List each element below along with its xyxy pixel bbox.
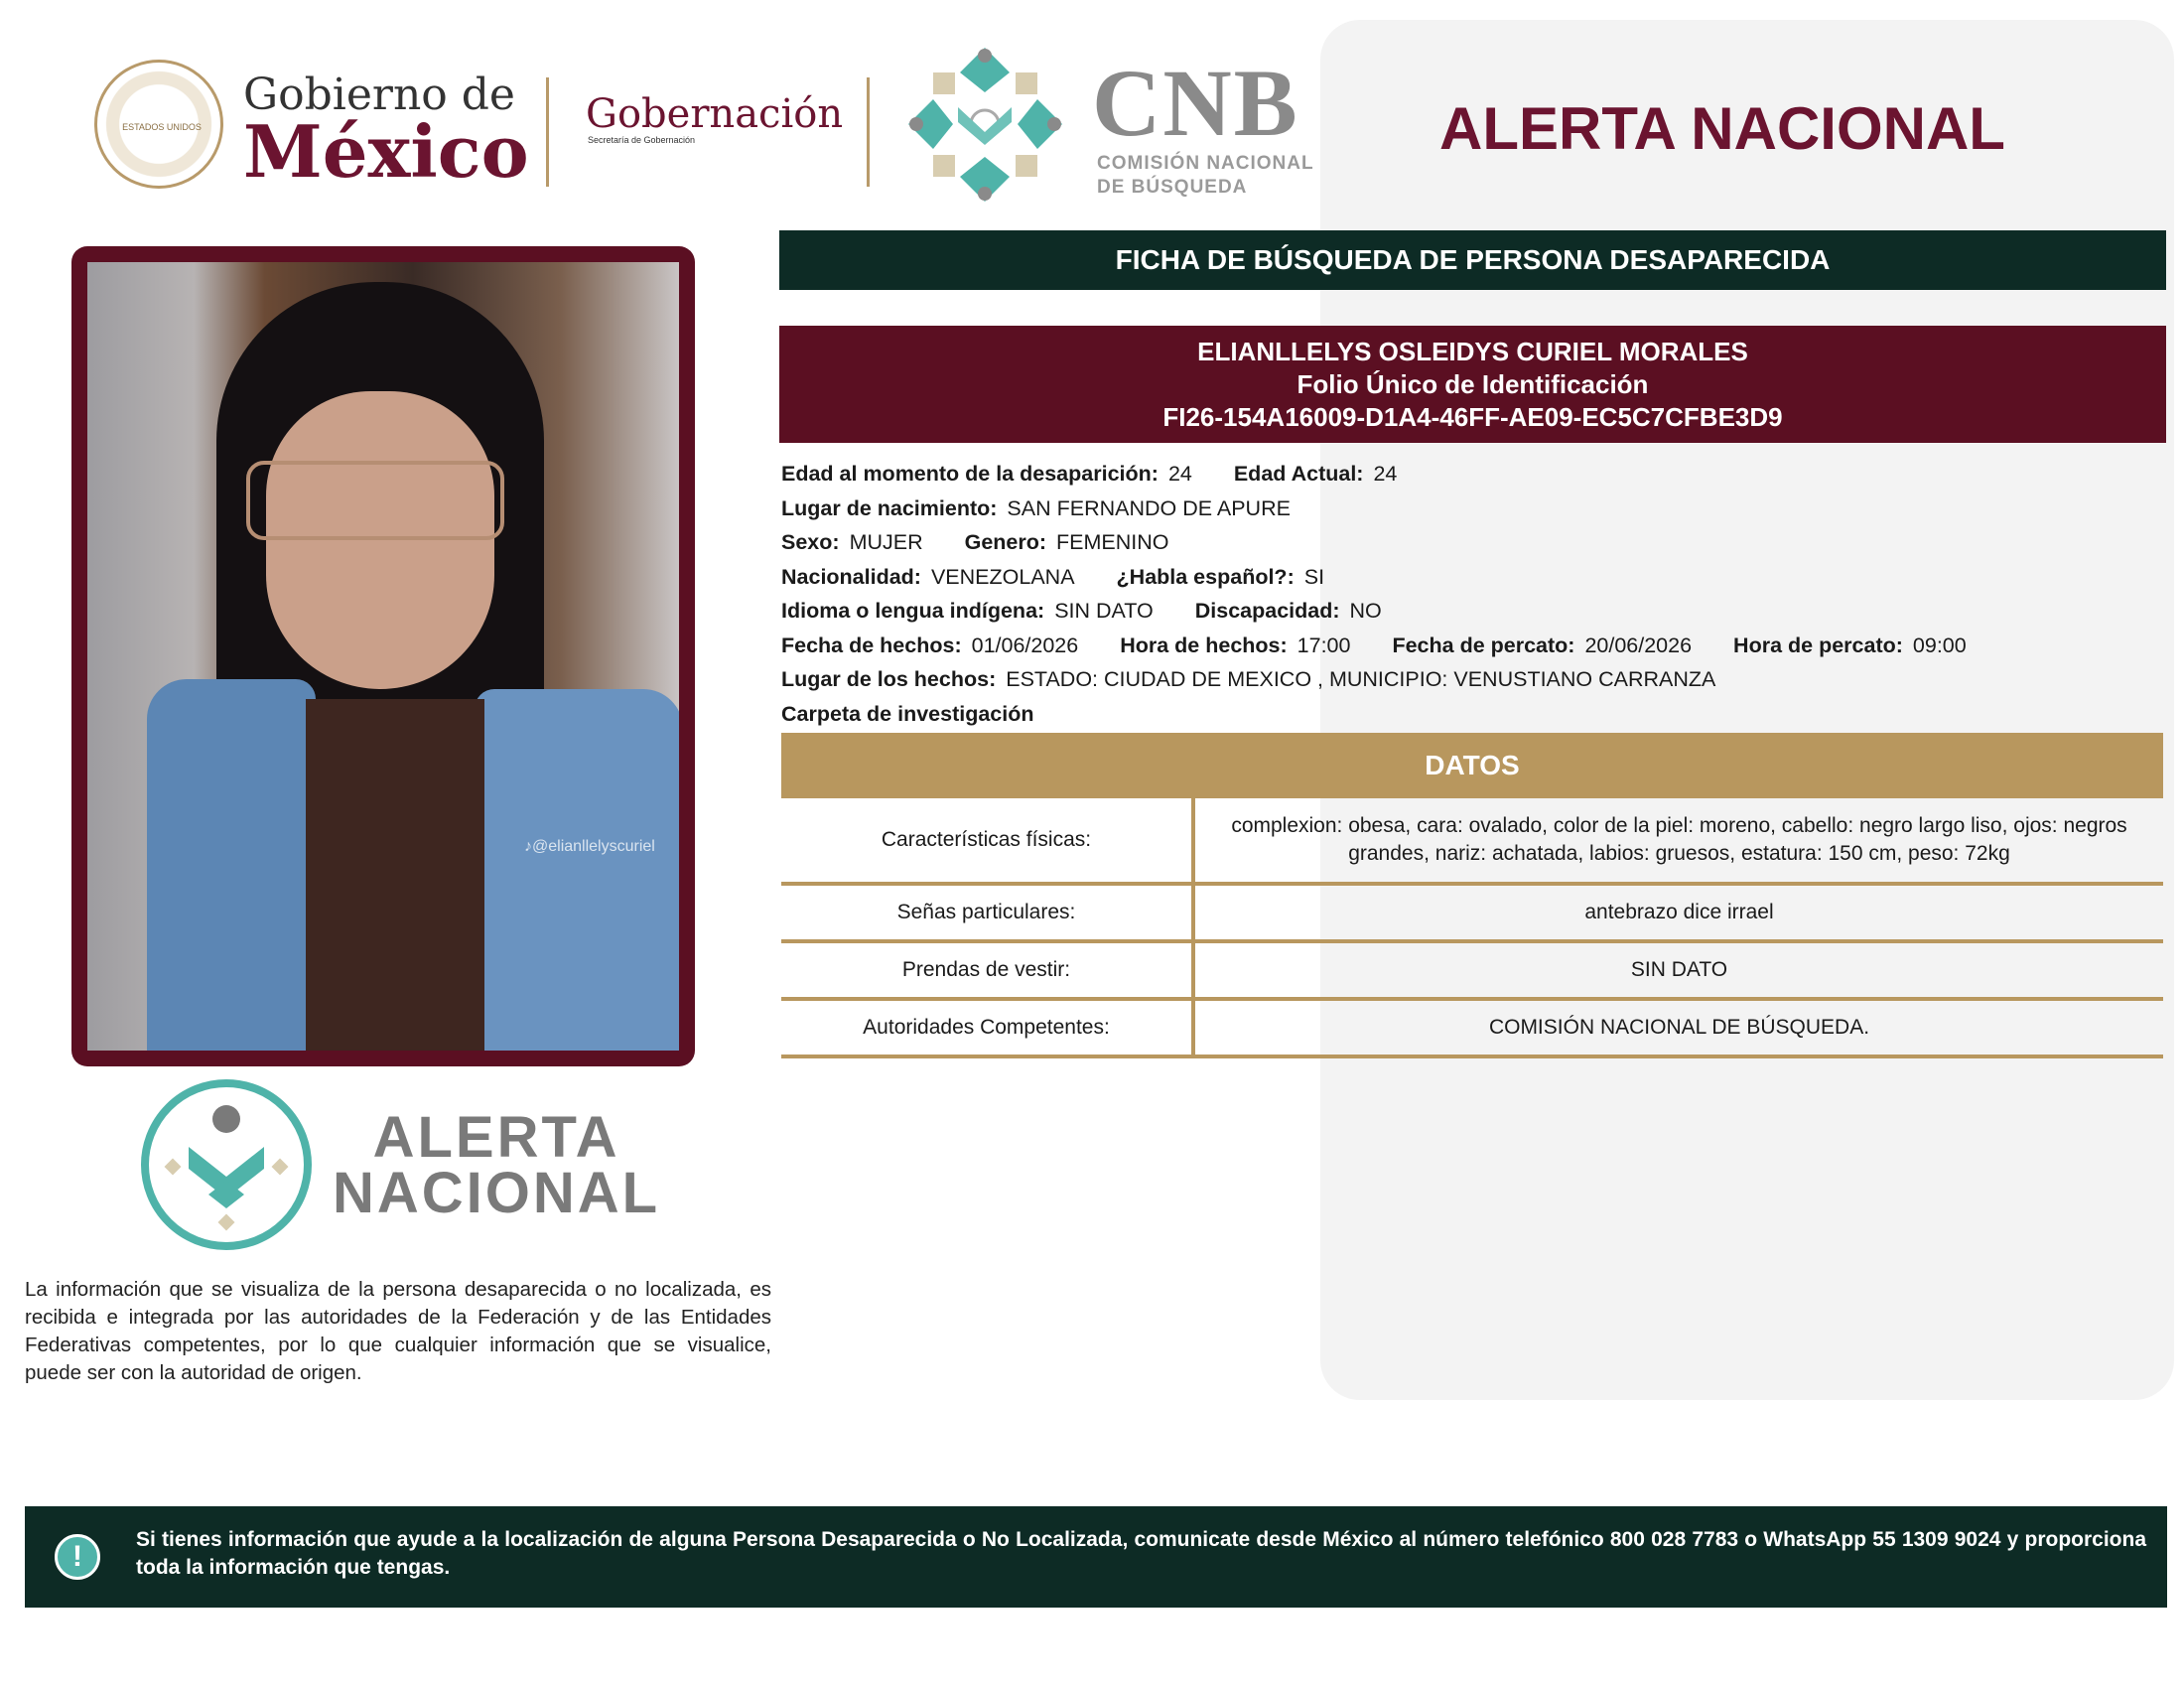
discapacidad-label: Discapacidad: [1194,599,1340,623]
datos-value: SIN DATO [1630,958,1728,981]
hora-hechos-value: 17:00 [1297,633,1351,657]
datos-label: Autoridades Competentes: [781,1001,1195,1055]
datos-value: antebrazo dice irrael [1584,901,1774,923]
cnb-emblem-icon [898,38,1072,211]
info-row-nacionalidad [781,560,2166,595]
info-row-sexo [781,525,2166,560]
lugar-nacimiento-value: SAN FERNANDO DE APURE [1007,495,1291,520]
info-row-fechas [781,629,2166,663]
seal-text: ESTADOS UNIDOS [122,122,202,132]
alerta-nacional-wordmark [333,1105,661,1225]
edad-actual-label: Edad Actual: [1233,462,1364,486]
lugar-hechos-value: ESTADO: CIUDAD DE MEXICO , MUNICIPIO: VENUSTIANO CARRANZA [1006,667,1716,691]
genero-value: FEMENINO [1056,530,1169,554]
cnb-subtitle-line1: COMISIÓN NACIONAL [1097,153,1314,174]
person-name: ELIANLLELYS OSLEIDYS CURIEL MORALES [1197,337,1748,366]
datos-table [781,798,2163,1058]
hora-hechos-label: Hora de hechos: [1120,633,1288,657]
info-row-idioma [781,594,2166,629]
habla-label: ¿Habla español?: [1116,564,1295,589]
photo-shirt [306,699,484,1051]
info-row-carpeta [781,697,2166,732]
gobernacion-logo: Gobernación [586,91,844,137]
header-divider [867,77,870,187]
header [0,0,2184,218]
datos-row-prendas [781,943,2163,1001]
datos-row-senas [781,886,2163,943]
cnb-wordmark: CNB [1092,50,1299,156]
datos-row-autoridades [781,1001,2163,1058]
datos-value: COMISIÓN NACIONAL DE BÚSQUEDA. [1488,1016,1870,1039]
gobierno-line2: México [243,109,529,194]
nacionalidad-value: VENEZOLANA [930,564,1075,589]
info-row-nacimiento [781,492,2166,526]
alerta-wordmark-line1: ALERTA [372,1105,620,1170]
edad-actual-value: 24 [1373,462,1398,486]
photo-jacket-left [147,679,316,1051]
person-info [781,457,2166,731]
datos-label: Señas particulares: [781,886,1195,939]
idioma-label: Idioma o lengua indígena: [781,599,1045,623]
footer-contact-banner [25,1506,2167,1608]
fecha-percato-value: 20/06/2026 [1584,633,1693,657]
national-seal-icon [94,60,223,189]
nacionalidad-label: Nacionalidad: [781,564,921,589]
discapacidad-value: NO [1349,599,1382,623]
gobierno-line1: Gobierno de [243,70,515,120]
fecha-hechos-label: Fecha de hechos: [781,633,962,657]
hora-percato-label: Hora de percato: [1733,633,1903,657]
photo-jacket-right [475,689,679,1051]
cnb-subtitle [1097,152,1314,200]
sexo-label: Sexo: [781,530,840,554]
gobernacion-subtitle: Secretaría de Gobernación [588,135,696,145]
lugar-nacimiento-label: Lugar de nacimiento: [781,495,998,520]
edad-desaparicion-value: 24 [1167,462,1192,486]
person-photo [87,262,679,1051]
footer-text: Si tienes información que ayude a la localización de alguna Persona Desaparecida o No Localizada, comunicate desde México al número telefónico 800 028 7783 o WhatsApp 55 1309 9024 y proporciona toda la información que tengas. [136,1528,2146,1579]
idioma-value: SIN DATO [1054,599,1154,623]
datos-value: complexion: obesa, cara: ovalado, color de la piel: moreno, cabello: negro largo liso, ojos: negros grandes, nariz: achatada, labios: gruesos, estatura: 150 cm, peso: 72kg [1231,814,2127,865]
lugar-hechos-label: Lugar de los hechos: [781,667,997,691]
edad-desaparicion-label: Edad al momento de la desaparición: [781,462,1159,486]
datos-header: DATOS [781,733,2163,798]
photo-face [266,391,494,689]
hora-percato-value: 09:00 [1912,633,1967,657]
folio-label: Folio Único de Identificación [1297,369,1649,399]
photo-watermark: ♪@elianllelyscuriel [524,838,655,855]
fecha-percato-label: Fecha de percato: [1392,633,1575,657]
folio-value: FI26-154A16009-D1A4-46FF-AE09-EC5C7CFBE3D9 [1162,402,1783,432]
person-identity-box [779,326,2166,443]
datos-label: Prendas de vestir: [781,943,1195,997]
genero-label: Genero: [964,530,1047,554]
exclamation-icon: ! [55,1534,100,1580]
alerta-nacional-emblem-icon [139,1077,314,1252]
ficha-title-bar: FICHA DE BÚSQUEDA DE PERSONA DESAPARECIDA [779,230,2166,290]
alerta-nacional-title: ALERTA NACIONAL [1439,95,2005,162]
info-row-lugar-hechos [781,662,2166,697]
carpeta-label: Carpeta de investigación [781,701,1034,726]
header-divider [546,77,549,187]
fecha-hechos-value: 01/06/2026 [971,633,1079,657]
photo-glasses [246,461,504,540]
habla-value: SI [1303,564,1325,589]
alerta-wordmark-line2: NACIONAL [333,1161,661,1225]
disclaimer-text: La información que se visualiza de la persona desaparecida o no localizada, es recibida e integrada por las autoridades de la Federación y de las Entidades Federativas competentes, por lo que cualquier información que se visualice, puede ser con la autoridad de origen. [25,1278,771,1384]
sexo-value: MUJER [849,530,923,554]
datos-label: Características físicas: [781,798,1195,882]
cnb-subtitle-line2: DE BÚSQUEDA [1097,177,1248,198]
datos-row-caracteristicas [781,798,2163,886]
photo-frame [71,246,695,1066]
info-row-edad [781,457,2166,492]
